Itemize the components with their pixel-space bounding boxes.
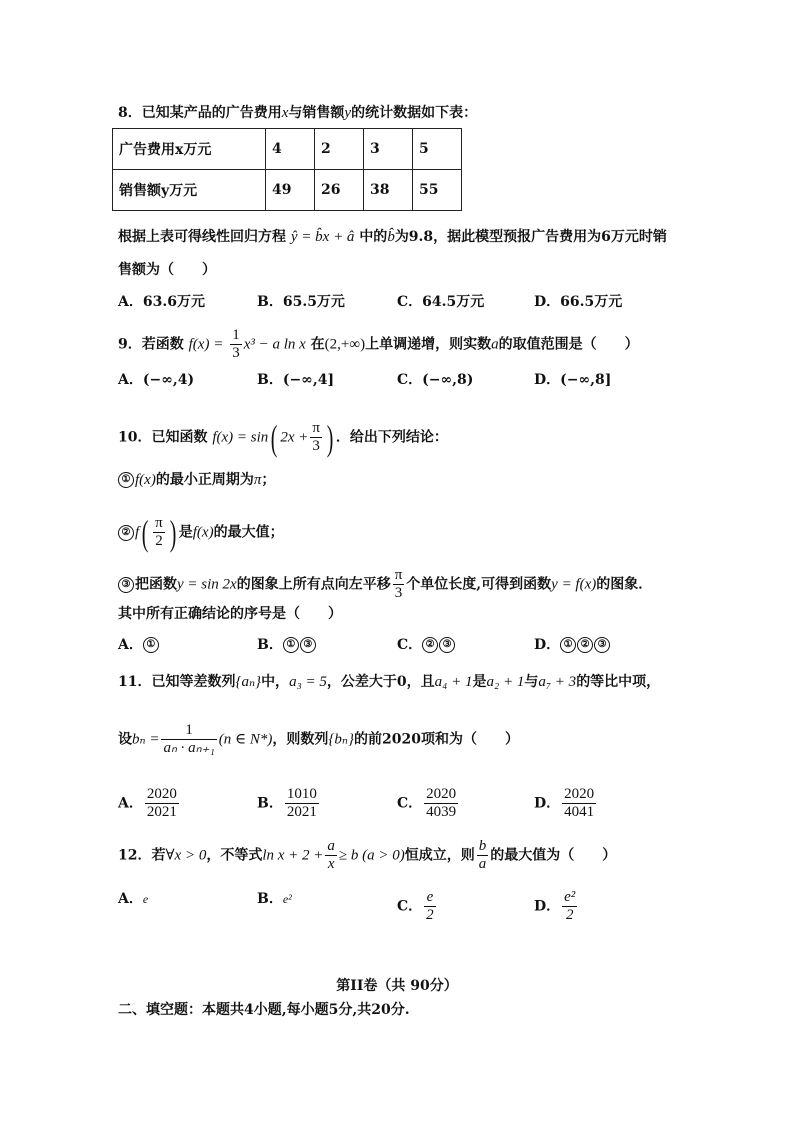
option-a[interactable] [118, 786, 181, 821]
q10-c1-fx: f(x) [135, 472, 156, 488]
q12-fraction-ba [477, 838, 489, 873]
q9-var: a [491, 336, 499, 353]
q10-stem: 10．已知函数 f(x) = sin( 2x + $\frac{\pi}{3}$ ) ．给出下列结论： [118, 417, 448, 458]
fraction-numerator: 1010 [286, 786, 317, 802]
fraction-numerator: 2020 [564, 786, 595, 802]
q12-fraction-ax [325, 838, 337, 873]
option-fraction [562, 786, 596, 821]
q9-stem [118, 327, 639, 362]
option-d[interactable]: D．66.5万元 [534, 294, 623, 310]
fraction-denominator: 2 [426, 907, 434, 923]
q12-b: ，不等式 [206, 847, 263, 864]
q8-mid: 与销售额 [288, 105, 345, 121]
fraction-numerator: b [478, 838, 487, 854]
fraction-denominator: 2021 [146, 804, 177, 820]
fraction-numerator: 1 [161, 722, 216, 740]
q11-cond: (n ∈ N*) [218, 731, 273, 748]
q9-c: 上单调递增，则实数 [365, 336, 492, 353]
circle-number: ③ [300, 637, 316, 653]
option-letter: D． [534, 637, 561, 653]
q8-end: 的统计数据如下表： [351, 105, 478, 121]
table-cell: 26 [315, 170, 364, 211]
q10-c3-eq2: y = f(x) [551, 576, 597, 593]
option-a[interactable]: A．(−∞,4) [118, 372, 195, 388]
q11-e: 与 [524, 674, 539, 690]
q11-bn: bₙ = [132, 731, 160, 748]
option-a[interactable] [118, 635, 160, 655]
option-letter: C． [397, 637, 423, 653]
option-letter: B． [257, 637, 283, 653]
circle-number: ③ [439, 637, 455, 653]
circle-number: ① [560, 637, 576, 653]
q11-b: 中， [261, 674, 290, 690]
option-letter: D． [534, 795, 561, 812]
q10-b: ．给出下列结论： [335, 429, 448, 446]
fraction-numerator: 2020 [426, 786, 457, 802]
option-b[interactable]: B．(−∞,4] [257, 372, 335, 388]
q12-c: 恒成立，则 [404, 847, 475, 864]
option-letter: C． [397, 795, 423, 812]
option-fraction [424, 786, 458, 821]
q11-a3: a₃ = 5 [289, 674, 327, 690]
q11-options [118, 786, 638, 820]
fraction-denominator: a [478, 856, 487, 872]
q8-intro: 8．已知某产品的广告费用 [118, 105, 282, 121]
fraction-denominator: 3 [394, 585, 403, 601]
q11-a7: a₇ + 3 [538, 674, 577, 690]
circle-number: ③ [594, 637, 610, 653]
option-a[interactable]: A．63.6万元 [118, 294, 205, 310]
q8-data-table [112, 128, 462, 211]
option-b[interactable] [257, 786, 321, 821]
fraction-denominator: 2 [155, 533, 163, 549]
option-letter: C． [397, 898, 423, 915]
fraction-numerator: π [312, 420, 320, 436]
table-row [113, 170, 462, 211]
option-c[interactable] [397, 786, 460, 821]
q10-options [118, 635, 638, 657]
fraction-numerator: π [394, 567, 403, 583]
q9-intro: 9．若函数 [118, 336, 184, 353]
fraction-denominator: 4039 [426, 804, 457, 820]
q10-c2-fx: f(x) [192, 524, 214, 541]
q10-ask: 其中所有正确结论的序号是（ ） [118, 606, 342, 622]
q10-c1-text: 的最小正周期为 [155, 472, 254, 488]
option-d[interactable] [534, 635, 611, 655]
q10-fraction [310, 420, 322, 455]
q10-c2-f: f [135, 524, 140, 541]
option-letter: A． [118, 795, 143, 812]
q12-intro: 12．若 [118, 847, 166, 864]
circle-number: ② [422, 637, 438, 653]
q10-c2-fraction [153, 515, 165, 550]
table-cell: 2 [315, 129, 364, 170]
q8-line3: 售额为（ ） [118, 262, 216, 278]
q9-function-lhs: f(x) = [188, 336, 224, 353]
table-row [113, 129, 462, 170]
q11-f: 的等比中项， [576, 674, 661, 690]
q12-options [118, 889, 638, 923]
option-b[interactable] [257, 889, 292, 909]
option-a[interactable] [118, 889, 148, 909]
option-letter: B． [257, 891, 283, 907]
fraction-denominator: 2 [565, 907, 574, 923]
q11-stem [118, 672, 660, 692]
q11-set: 设 [118, 731, 132, 748]
option-c[interactable] [397, 635, 456, 655]
q11-seqb: {bₙ} [328, 731, 354, 748]
fraction-numerator: 1 [232, 327, 240, 343]
q11-g: ，则数列 [272, 731, 329, 748]
option-b[interactable]: B．65.5万元 [257, 294, 345, 310]
option-fraction [562, 889, 577, 924]
option-d[interactable] [534, 889, 579, 924]
q10-c3-d: 的图象． [596, 576, 653, 593]
q12-d: 的最大值为（ ） [490, 847, 617, 864]
circle-number: ③ [118, 577, 134, 593]
q8-regression-equation: ŷ = b̂x + â [290, 229, 355, 245]
option-value: e² [282, 892, 292, 906]
option-fraction [424, 889, 436, 924]
q10-conclusion-3 [118, 567, 652, 602]
option-d[interactable]: D．(−∞,8] [534, 372, 612, 388]
fraction-denominator: aₙ · aₙ₊₁ [163, 740, 215, 756]
q10-inner: 2x + [280, 429, 309, 446]
fraction-denominator: 3 [312, 438, 320, 454]
q10-c3-eq: y = sin 2x [177, 576, 237, 593]
option-letter: A． [118, 637, 143, 653]
option-letter: A． [118, 891, 143, 907]
circle-number: ② [577, 637, 593, 653]
q12-ineq2: ≥ b (a > 0) [338, 847, 405, 864]
q8-line2-a: 根据上表可得线性回归方程 [118, 229, 286, 245]
fraction-numerator: 2020 [146, 786, 177, 802]
fraction-denominator: 4041 [564, 804, 595, 820]
q11-fraction [161, 722, 216, 757]
circle-number: ① [143, 637, 159, 653]
table-cell: 广告费用x万元 [113, 129, 266, 170]
q11-intro: 11．已知等差数列 [118, 674, 236, 690]
q11-h: 的前2020项和为（ ） [353, 731, 519, 748]
option-fraction [285, 786, 319, 821]
q8-var-x: x [281, 105, 289, 121]
q10-c3-b: 的图象上所有点向左平移 [236, 576, 391, 593]
section-subtitle: 二、填空题：本题共4小题,每小题5分,共20分. [118, 1002, 410, 1018]
q9-options [118, 370, 638, 392]
q10-c3-a: 把函数 [135, 576, 177, 593]
q12-forall: ∀x > 0 [165, 847, 207, 864]
fraction-numerator: e² [564, 889, 576, 905]
q11-d: 是 [472, 674, 487, 690]
table-cell: 销售额y万元 [113, 170, 266, 211]
option-c[interactable]: C．64.5万元 [397, 294, 485, 310]
q8-bhat: b̂ [387, 229, 395, 245]
q8-options [118, 292, 638, 314]
q9-d: 的取值范围是（ ） [498, 336, 639, 353]
q11-seq: {aₙ} [235, 674, 262, 690]
table-cell: 55 [413, 170, 462, 211]
q10-c2-end: 的最大值； [213, 524, 284, 541]
circle-number: ② [118, 525, 134, 541]
q9-interval: (2,+∞) [324, 336, 366, 353]
option-c[interactable] [397, 889, 438, 924]
q10-c1-pi: π [253, 472, 262, 488]
fraction-denominator: 2021 [286, 804, 317, 820]
fraction-denominator: x [327, 856, 335, 872]
q10-intro: 10．已知函数 [118, 429, 208, 446]
fraction-denominator: 3 [232, 345, 240, 361]
q8-line2-b: 中的 [359, 229, 388, 245]
option-letter: B． [257, 795, 283, 812]
option-fraction [145, 786, 179, 821]
q10-c2-mid: 是 [178, 524, 193, 541]
q12-stem [118, 838, 616, 873]
fraction-numerator: a [327, 838, 335, 854]
q8-stem [118, 103, 477, 123]
q10-conclusion-1 [118, 470, 275, 490]
table-cell: 5 [413, 129, 462, 170]
section-title: 第II卷（共 90分） [336, 978, 458, 994]
q10-conclusion-2: ② f( $\frac{\pi}{2}$ ) 是f(x)的最大值； [118, 515, 284, 550]
q9-function-rhs: x³ − a ln x [243, 336, 306, 353]
q10-function-lhs: f(x) = sin [212, 429, 269, 446]
option-value: e [142, 892, 149, 906]
option-d[interactable] [534, 786, 598, 821]
q11-a4: a₄ + 1 [434, 674, 473, 690]
q9-fraction [230, 327, 242, 362]
table-cell: 38 [364, 170, 413, 211]
q8-var-y: y [344, 105, 352, 121]
option-letter: D． [534, 898, 561, 915]
option-c[interactable]: C．(−∞,8) [397, 372, 474, 388]
q10-c3-fraction [393, 567, 405, 602]
q11-a2: a₂ + 1 [486, 674, 525, 690]
table-cell: 49 [266, 170, 315, 211]
q11-c: ，公差大于0，且 [326, 674, 435, 690]
q12-ineq1: ln x + 2 + [262, 847, 324, 864]
fraction-numerator: e [424, 889, 436, 907]
q9-b: 在 [310, 336, 325, 353]
q10-c1-end: ； [261, 472, 276, 488]
circle-number: ① [118, 472, 134, 488]
q8-line2 [118, 227, 667, 247]
q8-line2-c: 为9.8，据此模型预报广告费用为6万元时销 [394, 229, 667, 245]
option-b[interactable] [257, 635, 317, 655]
q10-c3-c: 个单位长度,可得到函数 [406, 576, 552, 593]
q11-line2 [118, 722, 519, 757]
table-cell: 3 [364, 129, 413, 170]
table-cell: 4 [266, 129, 315, 170]
circle-number: ① [283, 637, 299, 653]
fraction-numerator: π [155, 515, 163, 531]
